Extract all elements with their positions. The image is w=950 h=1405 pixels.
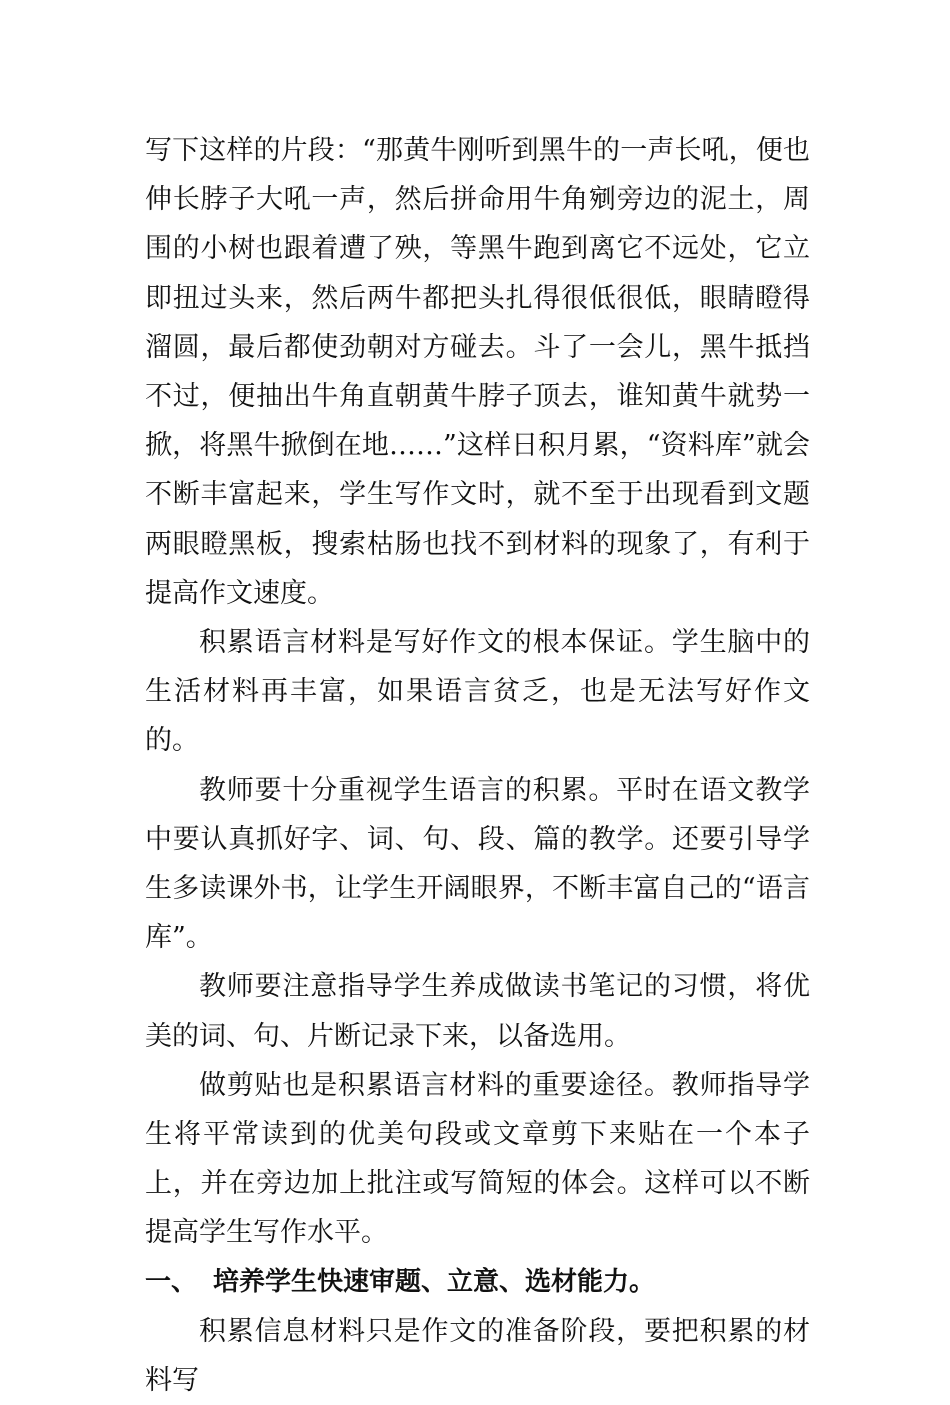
section-number: 一、 <box>145 1266 198 1297</box>
paragraph-1: 写下这样的片段：“那黄牛刚听到黑牛的一声长吼，便也伸长脖子大吼一声，然后拼命用牛角剜旁边的泥土，周围的小树也跟着遭了殃，等黑牛跑到离它不远处，它立即扭过头来，然后两牛都把头扎得很低很低，眼睛瞪得溜圆，最后都使劲朝对方碰去。斗了一会儿，黑牛抵挡不过，便抽出牛角直朝黄牛脖子顶去，谁知黄牛就势一掀，将黑牛掀倒在地……”这样日积月累，“资料库”就会不断丰富起来，学生写作文时，就不至于出现看到文题两眼瞪黑板，搜索枯肠也找不到材料的现象了，有利于提高作文速度。 <box>145 135 810 609</box>
paragraph-3: 教师要十分重视学生语言的积累。平时在语文教学中要认真抓好字、词、句、段、篇的教学。还要引导学生多读课外书，让学生开阔眼界，不断丰富自己的“语言库”。 <box>145 774 810 954</box>
paragraph-2: 积累语言材料是写好作文的根本保证。学生脑中的生活材料再丰富，如果语言贫乏，也是无法写好作文的。 <box>145 627 810 757</box>
section-title: 培养学生快速审题、立意、选材能力。 <box>213 1266 656 1297</box>
paragraph-5: 做剪贴也是积累语言材料的重要途径。教师指导学生将平常读到的优美句段或文章剪下来贴在一个本子上，并在旁边加上批注或写简短的体会。这样可以不断提高学生写作水平。 <box>145 1069 810 1249</box>
paragraph-4: 教师要注意指导学生养成做读书笔记的习惯，将优美的词、句、片断记录下来，以备选用。 <box>145 971 810 1052</box>
document-body <box>145 126 810 1405</box>
section-heading <box>145 1258 810 1307</box>
paragraph-6: 积累信息材料只是作文的准备阶段，要把积累的材料写 <box>145 1315 810 1397</box>
